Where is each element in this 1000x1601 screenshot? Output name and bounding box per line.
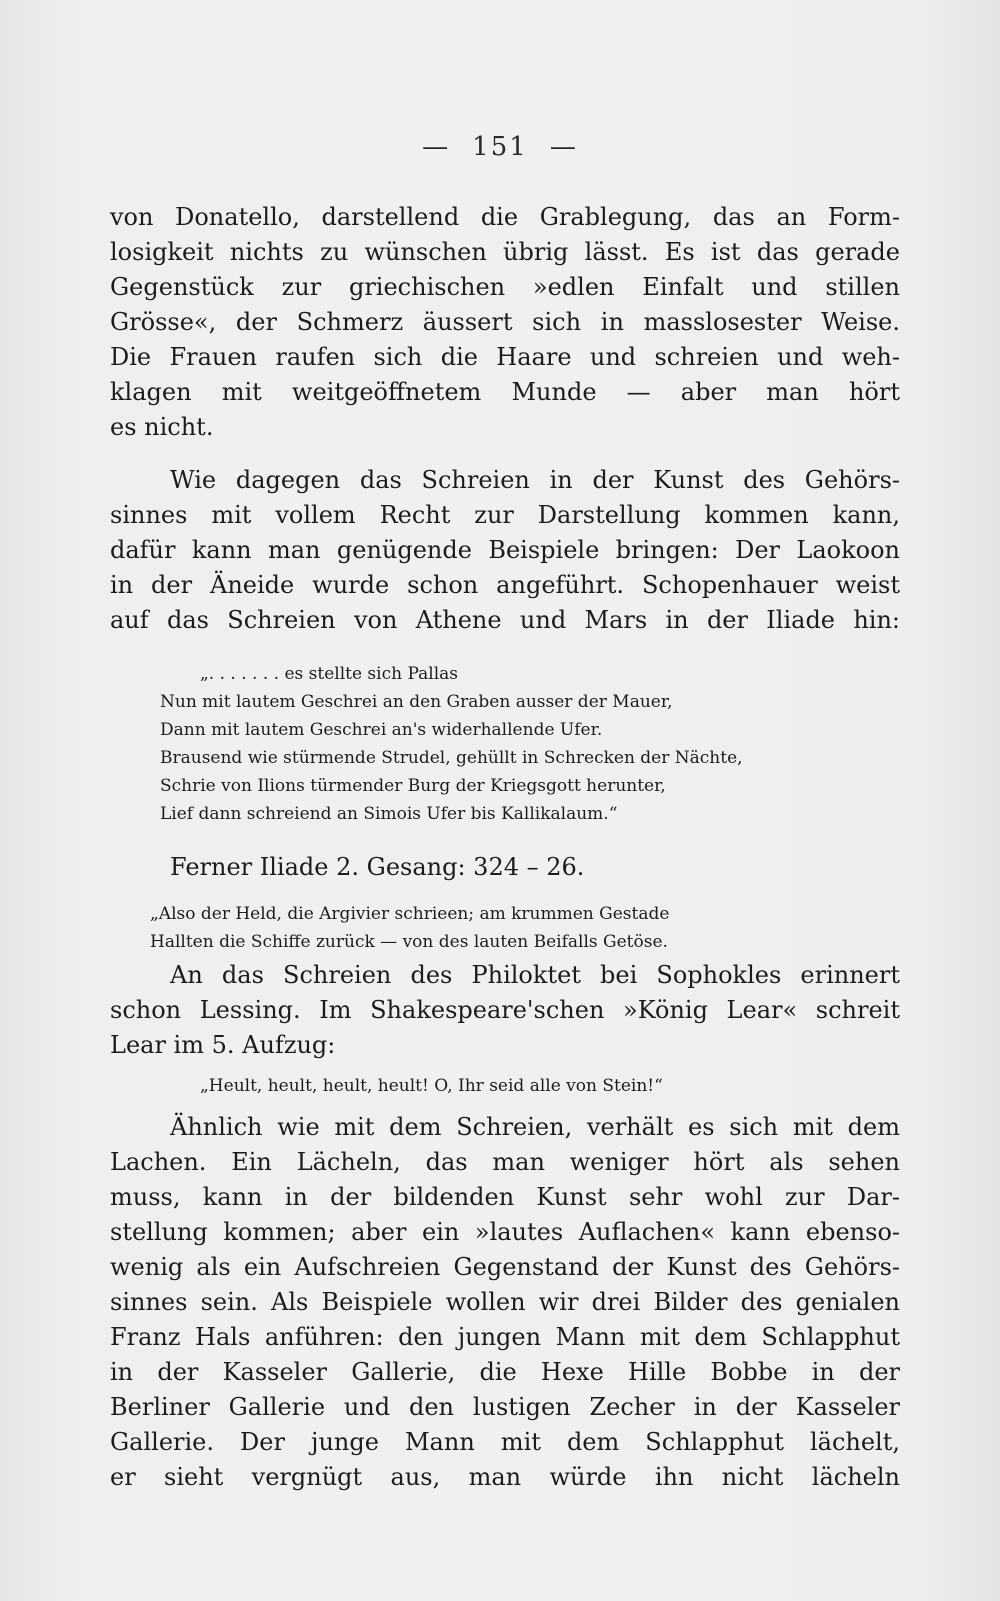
paragraph-2 [110,463,900,638]
quote-line: Lief dann schreiend an Simois Ufer bis Kallikalaum.“ [160,804,618,824]
text-line: Ferner Iliade 2. Gesang: 324 – 26. [170,853,585,881]
quote-line: „Heult, heult, heult, heult! O, Ihr seid alle von Stein!“ [200,1076,663,1096]
quote-king-lear [110,1072,900,1100]
text-line: Gegenstück zur griechischen »edlen Einfalt und stillen [110,273,900,301]
quote-line: Dann mit lautem Geschrei an's widerhallende Ufer. [160,720,603,740]
paragraph-5 [110,1110,900,1495]
text-line: er sieht vergnügt aus, man würde ihn nicht lächeln [110,1463,900,1491]
text-line: An das Schreien des Philoktet bei Sophokles erinnert [170,961,900,989]
text-line: Grösse«, der Schmerz äussert sich in masslosester Weise. [110,308,900,336]
text-line: in der Kasseler Gallerie, die Hexe Hille Bobbe in der [110,1358,900,1386]
quote-line: Schrie von Ilions türmender Burg der Kriegsgott herunter, [160,776,666,796]
text-line: Lear im 5. Aufzug: [110,1031,336,1059]
text-line: in der Äneide wurde schon angeführt. Schopenhauer weist [110,571,900,599]
text-line: Ähnlich wie mit dem Schreien, verhält es sich mit dem [170,1113,900,1141]
paragraph-1 [110,200,900,445]
paragraph-3 [110,850,900,885]
text-line: von Donatello, darstellend die Grablegung, das an Form- [110,203,900,231]
text-line: sinnes sein. Als Beispiele wollen wir drei Bilder des genialen [110,1288,900,1316]
text-line: schon Lessing. Im Shakespeare'schen »König Lear« schreit [110,996,900,1024]
text-line: losigkeit nichts zu wünschen übrig lässt. Es ist das gerade [110,238,900,266]
text-line: Wie dagegen das Schreien in der Kunst des Gehörs- [170,466,900,494]
quote-line: Nun mit lautem Geschrei an den Graben ausser der Mauer, [160,692,673,712]
paragraph-4 [110,958,900,1063]
text-line: klagen mit weitgeöffnetem Munde — aber man hört [110,378,900,406]
text-line: Berliner Gallerie und den lustigen Zecher in der Kasseler [110,1393,900,1421]
quote-line: „. . . . . . . es stellte sich Pallas [200,664,459,684]
text-line: dafür kann man genügende Beispiele bringen: Der Laokoon [110,536,900,564]
text-line: sinnes mit vollem Recht zur Darstellung kommen kann, [110,501,900,529]
text-line: Gallerie. Der junge Mann mit dem Schlapphut lächelt, [110,1428,900,1456]
quote-line: „Also der Held, die Argivier schrieen; am krummen Gestade [150,904,670,924]
text-line: stellung kommen; aber ein »lautes Auflachen« kann ebenso- [110,1218,900,1246]
text-line: Franz Hals anführen: den jungen Mann mit dem Schlapphut [110,1323,900,1351]
quote-line: Brausend wie stürmende Strudel, gehüllt in Schrecken der Nächte, [160,748,743,768]
quote-line: Hallten die Schiffe zurück — von des lauten Beifalls Getöse. [150,932,668,952]
text-line: Die Frauen raufen sich die Haare und schreien und weh- [110,343,900,371]
text-line: es nicht. [110,413,214,441]
text-line: auf das Schreien von Athene und Mars in der Iliade hin: [110,606,900,634]
text-line: muss, kann in der bildenden Kunst sehr wohl zur Dar- [110,1183,900,1211]
page-number-header [0,132,1000,162]
quote-iliad-argives [110,900,900,956]
header-dash-left: — [422,132,451,162]
page-number: 151 [472,132,528,162]
header-dash-right: — [549,132,578,162]
quote-iliad-pallas [110,660,900,828]
text-line: Lachen. Ein Lächeln, das man weniger hört als sehen [110,1148,900,1176]
text-line: wenig als ein Aufschreien Gegenstand der Kunst des Gehörs- [110,1253,900,1281]
